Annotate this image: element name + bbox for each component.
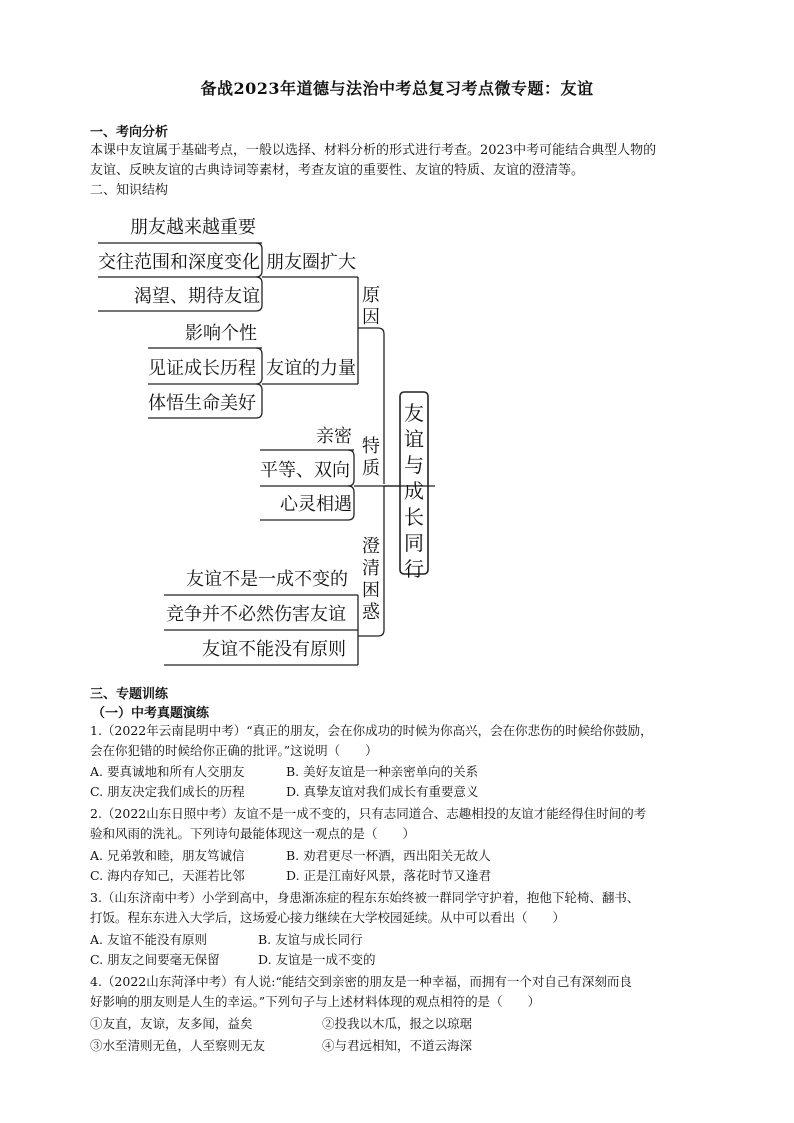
q3-option-c[interactable]: C. 朋友之间要毫无保留 [90, 952, 220, 967]
q4-option-4[interactable]: ④与君远相知，不道云海深 [322, 1038, 473, 1053]
clarify-item-1: 友谊不是一成不变的 [186, 569, 348, 590]
circle-item-2: 交往范围和深度变化 [98, 252, 260, 273]
trait-item-2: 平等、双向 [260, 460, 350, 481]
q2-option-b[interactable]: B. 劝君更尽一杯酒，西出阳关无故人 [286, 848, 491, 863]
power-item-3: 体悟生命美好 [148, 393, 256, 414]
circle-item-3: 渴望、期待友谊 [134, 286, 260, 307]
reason-label: 原因 [362, 285, 380, 328]
q4-option-2[interactable]: ②投我以木瓜，报之以琼琚 [322, 1016, 473, 1031]
q2-option-a[interactable]: A. 兄弟敦和睦，朋友笃诚信 [90, 848, 245, 863]
trait-item-1: 亲密 [316, 426, 352, 447]
q1-option-d[interactable]: D. 真挚友谊对我们成长有重要意义 [286, 784, 479, 799]
q2-option-c[interactable]: C. 海内存知己，天涯若比邻 [90, 868, 245, 883]
clarify-label: 澄清困惑 [362, 536, 380, 623]
question-1-line-1: 1.（2022年云南昆明中考）“真正的朋友，会在你成功的时候为你高兴，会在你悲伤的时候给你鼓励， [90, 723, 653, 738]
analysis-text-line-1: 本课中友谊属于基础考点，一般以选择、材料分析的形式进行考查。2023中考可能结合典型人物的 [90, 143, 657, 158]
subheading-exam: （一）中考真题演练 [92, 706, 210, 721]
power-item-1: 影响个性 [185, 323, 257, 344]
q3-option-a[interactable]: A. 友谊不能没有原则 [90, 932, 207, 947]
section-heading-training: 三、专题训练 [90, 687, 169, 702]
analysis-text-line-2: 友谊、反映友谊的古典诗词等素材，考查友谊的重要性、友谊的特质、友谊的澄清等。 [90, 163, 585, 178]
q1-option-c[interactable]: C. 朋友决定我们成长的历程 [90, 784, 245, 799]
question-2-line-2: 验和风雨的洗礼。下列诗句最能体现这一观点的是（ ） [90, 826, 416, 841]
page-title: 备战2023年道德与法治中考总复习考点微专题：友谊 [200, 79, 594, 98]
section-heading-analysis: 一、考向分析 [90, 125, 169, 140]
section-heading-structure: 二、知识结构 [90, 183, 169, 198]
clarify-item-2: 竞争并不必然伤害友谊 [166, 604, 346, 625]
diagram-lines [90, 210, 450, 670]
q3-option-b[interactable]: B. 友谊与成长同行 [258, 932, 363, 947]
clarify-item-3: 友谊不能没有原则 [202, 639, 346, 660]
q4-option-1[interactable]: ①友直，友谅，友多闻，益矣 [90, 1016, 253, 1031]
power-item-2: 见证成长历程 [148, 358, 256, 379]
q1-option-a[interactable]: A. 要真诚地和所有人交朋友 [90, 764, 245, 779]
question-3-line-1: 3.（山东济南中考）小学到高中，身患渐冻症的程东东始终被一群同学守护着，抱他下轮椅、翻书、 [90, 890, 640, 905]
trait-label: 特质 [362, 436, 380, 479]
circle-item-1: 朋友越来越重要 [130, 217, 256, 238]
q2-option-d[interactable]: D. 正是江南好风景，落花时节又逢君 [286, 868, 492, 883]
circle-expand-label: 朋友圈扩大 [266, 252, 356, 273]
question-2-line-1: 2.（2022山东日照中考）友谊不是一成不变的，只有志同道合、志趣相投的友谊才能经得住时间的考 [90, 806, 647, 821]
q3-option-d[interactable]: D. 友谊是一成不变的 [258, 952, 376, 967]
q4-option-3[interactable]: ③水至清则无鱼，人至察则无友 [90, 1038, 266, 1053]
question-1-line-2: 会在你犯错的时候给你正确的批评。”这说明（ ） [90, 743, 378, 758]
q1-option-b[interactable]: B. 美好友谊是一种亲密单向的关系 [286, 764, 479, 779]
power-label: 友谊的力量 [266, 358, 356, 379]
trait-item-3: 心灵相遇 [280, 494, 352, 515]
question-4-line-2: 好影响的朋友则是人生的幸运。”下列句子与上述材料体现的观点相符的是（ ） [90, 994, 541, 1009]
question-4-line-1: 4.（2022山东菏泽中考）有人说:“能结交到亲密的朋友是一种幸福，而拥有一个对自己有深刻而良 [90, 974, 632, 989]
center-topic: 友谊与成长同行 [404, 401, 424, 581]
question-3-line-2: 打饭。程东东进入大学后，这场爱心接力继续在大学校园延续。从中可以看出（ ） [90, 910, 566, 925]
knowledge-structure-diagram [90, 210, 450, 670]
